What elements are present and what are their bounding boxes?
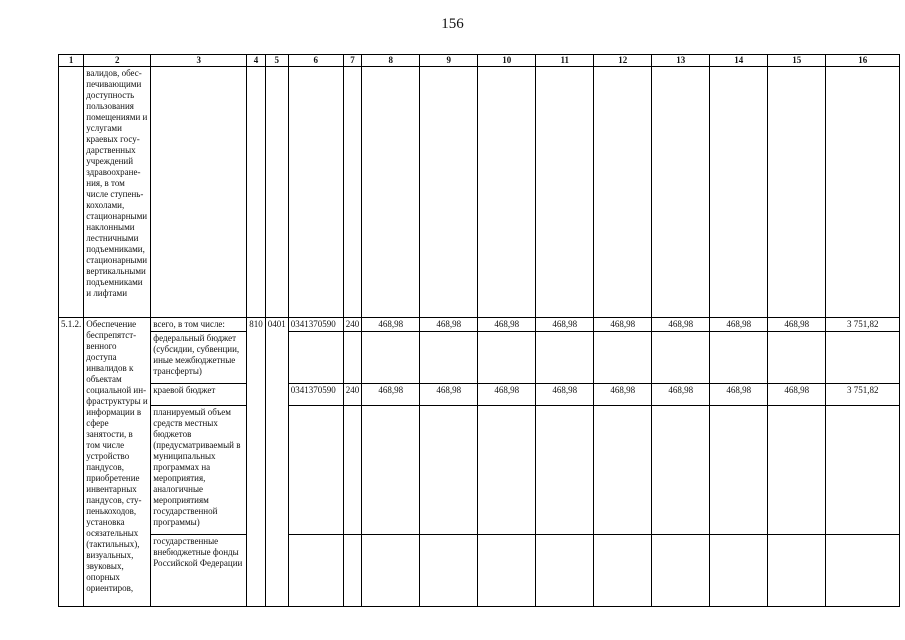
empty-cell bbox=[265, 67, 288, 318]
continuation-text: валидов, обес-печивающими доступность пользования помещениями и услугами краевых госу-дарственных учреждений здравоохране-ния, в том числе ступень-кохолами, стационарными наклонными лестничными подъемниками, стационарными вертикальными подъемниками и лифтами bbox=[84, 67, 151, 318]
amount-cell: 468,98 bbox=[420, 318, 478, 332]
amount-cell: 468,98 bbox=[362, 318, 420, 332]
amount-cell: 468,98 bbox=[710, 384, 768, 406]
column-number: 11 bbox=[536, 55, 594, 67]
expense-type-code: 240 bbox=[343, 384, 362, 406]
column-number-header-row bbox=[59, 55, 900, 67]
grbs-code: 810 bbox=[247, 318, 266, 607]
amount-cell: 468,98 bbox=[536, 318, 594, 332]
column-number: 12 bbox=[594, 55, 652, 67]
amount-cell bbox=[594, 406, 652, 535]
total-amount-cell: 3 751,82 bbox=[826, 318, 900, 332]
amount-cell: 468,98 bbox=[362, 384, 420, 406]
amount-cell bbox=[420, 406, 478, 535]
amount-cell: 468,98 bbox=[594, 318, 652, 332]
amount-cell bbox=[710, 535, 768, 607]
target-article-code bbox=[288, 332, 343, 384]
amount-cell bbox=[768, 406, 826, 535]
empty-cell bbox=[768, 67, 826, 318]
amount-cell: 468,98 bbox=[478, 384, 536, 406]
empty-cell bbox=[710, 67, 768, 318]
empty-cell bbox=[247, 67, 266, 318]
funding-source: федеральный бюджет (субсидии, субвенции, иные межбюджетные трансферты) bbox=[151, 332, 247, 384]
amount-cell: 468,98 bbox=[420, 384, 478, 406]
empty-cell bbox=[343, 67, 362, 318]
amount-cell bbox=[768, 332, 826, 384]
column-number: 14 bbox=[710, 55, 768, 67]
empty-cell bbox=[151, 67, 247, 318]
total-amount-cell bbox=[826, 332, 900, 384]
total-amount-cell bbox=[826, 535, 900, 607]
funding-row-regional bbox=[59, 384, 900, 406]
funding-source: всего, в том числе: bbox=[151, 318, 247, 332]
amount-cell bbox=[768, 535, 826, 607]
amount-cell: 468,98 bbox=[710, 318, 768, 332]
amount-cell bbox=[536, 535, 594, 607]
amount-cell bbox=[536, 332, 594, 384]
funding-row-federal bbox=[59, 332, 900, 384]
funding-source: государственные внебюджетные фонды Российской Федерации bbox=[151, 535, 247, 607]
amount-cell: 468,98 bbox=[652, 384, 710, 406]
amount-cell bbox=[652, 535, 710, 607]
total-amount-cell bbox=[826, 406, 900, 535]
column-number: 7 bbox=[343, 55, 362, 67]
amount-cell bbox=[362, 535, 420, 607]
column-number: 2 bbox=[84, 55, 151, 67]
total-amount-cell: 3 751,82 bbox=[826, 384, 900, 406]
amount-cell bbox=[420, 535, 478, 607]
target-article-code: 0341370590 bbox=[288, 384, 343, 406]
amount-cell bbox=[652, 406, 710, 535]
amount-cell bbox=[594, 332, 652, 384]
amount-cell: 468,98 bbox=[594, 384, 652, 406]
column-number: 10 bbox=[478, 55, 536, 67]
expense-type-code bbox=[343, 406, 362, 535]
column-number: 6 bbox=[288, 55, 343, 67]
funding-row-extrabudgetary bbox=[59, 535, 900, 607]
column-number: 13 bbox=[652, 55, 710, 67]
amount-cell bbox=[652, 332, 710, 384]
column-number: 1 bbox=[59, 55, 84, 67]
column-number: 8 bbox=[362, 55, 420, 67]
column-number: 16 bbox=[826, 55, 900, 67]
expense-type-code bbox=[343, 535, 362, 607]
amount-cell: 468,98 bbox=[768, 318, 826, 332]
target-article-code bbox=[288, 406, 343, 535]
empty-cell bbox=[420, 67, 478, 318]
amount-cell bbox=[478, 332, 536, 384]
continuation-row bbox=[59, 67, 900, 318]
amount-cell bbox=[536, 406, 594, 535]
empty-cell bbox=[594, 67, 652, 318]
amount-cell: 468,98 bbox=[478, 318, 536, 332]
empty-cell bbox=[536, 67, 594, 318]
column-number: 4 bbox=[247, 55, 266, 67]
funding-row-total bbox=[59, 318, 900, 332]
amount-cell: 468,98 bbox=[536, 384, 594, 406]
expense-type-code bbox=[343, 332, 362, 384]
page-number: 156 bbox=[441, 16, 464, 32]
column-number: 3 bbox=[151, 55, 247, 67]
column-number: 15 bbox=[768, 55, 826, 67]
empty-cell bbox=[288, 67, 343, 318]
amount-cell bbox=[478, 406, 536, 535]
item-name: Обеспечение беспрепятст-венного доступа инвалидов к объектам социальной ин-фраструктуры и информации в сфере занятости, в том числе устройство пандусов, приобретение инвентарных пандусов, сту-пенькоходов, установка осязательных (тактильных), визуальных, звуковых, опорных ориентиров, bbox=[84, 318, 151, 607]
amount-cell bbox=[594, 535, 652, 607]
item-number-cell bbox=[59, 67, 84, 318]
column-number: 9 bbox=[420, 55, 478, 67]
target-article-code: 0341370590 bbox=[288, 318, 343, 332]
amount-cell: 468,98 bbox=[768, 384, 826, 406]
empty-cell bbox=[478, 67, 536, 318]
amount-cell bbox=[710, 406, 768, 535]
amount-cell bbox=[710, 332, 768, 384]
amount-cell: 468,98 bbox=[652, 318, 710, 332]
amount-cell bbox=[362, 406, 420, 535]
section-code: 0401 bbox=[265, 318, 288, 607]
funding-row-local bbox=[59, 406, 900, 535]
empty-cell bbox=[362, 67, 420, 318]
target-article-code bbox=[288, 535, 343, 607]
empty-cell bbox=[652, 67, 710, 318]
item-number: 5.1.2. bbox=[59, 318, 84, 607]
amount-cell bbox=[362, 332, 420, 384]
funding-source: планируемый объем средств местных бюджетов (предусматриваемый в муниципальных программах на мероприятия, аналогичные мероприятиям государственной программы) bbox=[151, 406, 247, 535]
amount-cell bbox=[420, 332, 478, 384]
empty-cell bbox=[826, 67, 900, 318]
amount-cell bbox=[478, 535, 536, 607]
expense-type-code: 240 bbox=[343, 318, 362, 332]
budget-table bbox=[58, 54, 900, 607]
funding-source: краевой бюджет bbox=[151, 384, 247, 406]
column-number: 5 bbox=[265, 55, 288, 67]
